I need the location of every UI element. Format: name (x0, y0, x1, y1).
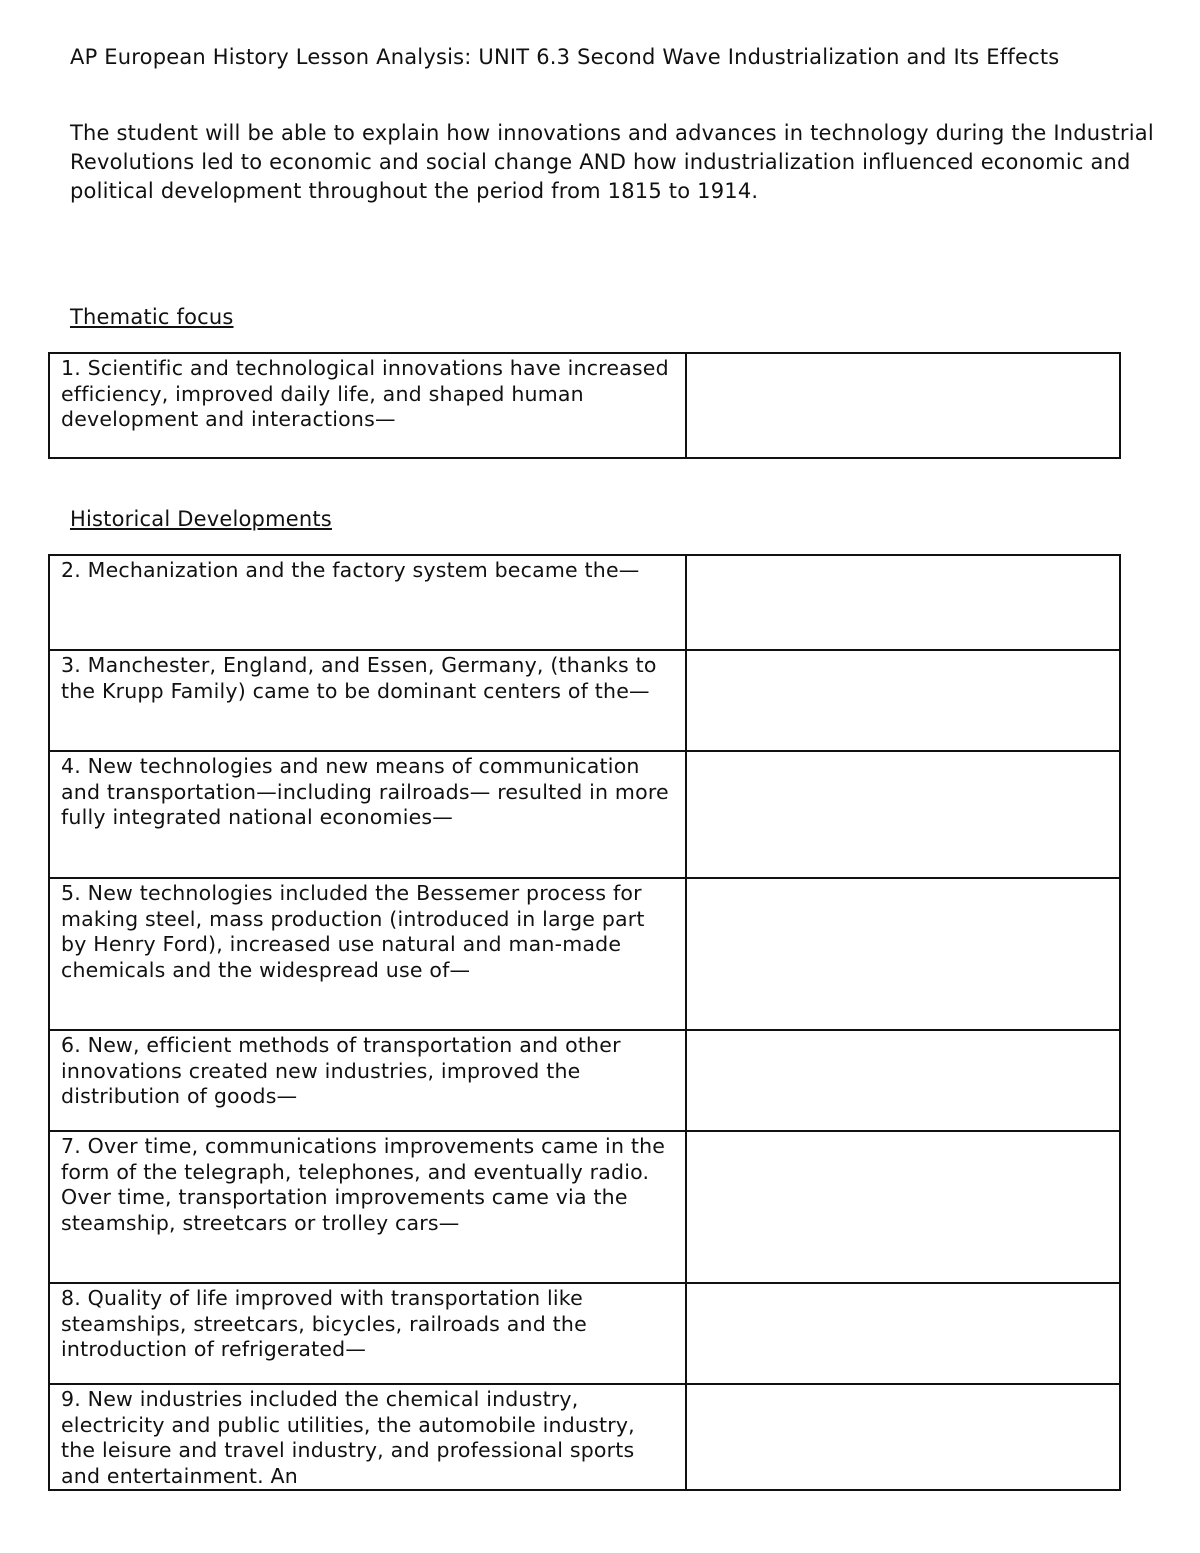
table-row (49, 1131, 1120, 1283)
answer-cell[interactable] (686, 1384, 1120, 1490)
page-title: AP European History Lesson Analysis: UNIT 6.3 Second Wave Industrialization and Its Effects (70, 45, 1060, 69)
prompt-cell: 4. New technologies and new means of communication and transportation—including railroads— resulted in more fully integrated national economies— (49, 751, 686, 878)
prompt-cell: 8. Quality of life improved with transportation like steamships, streetcars, bicycles, railroads and the introduction of refrigerated— (49, 1283, 686, 1384)
prompt-cell: 5. New technologies included the Bessemer process for making steel, mass production (introduced in large part by Henry Ford), increased use natural and man-made chemicals and the widespread use of— (49, 878, 686, 1030)
answer-cell[interactable] (686, 751, 1120, 878)
historical-developments-heading: Historical Developments (70, 507, 332, 531)
prompt-cell: 9. New industries included the chemical industry, electricity and public utilities, the automobile industry, the leisure and travel industry, and professional sports and entertainment. An (49, 1384, 686, 1490)
table-row (49, 1384, 1120, 1490)
answer-cell[interactable] (686, 1030, 1120, 1131)
thematic-focus-heading: Thematic focus (70, 305, 234, 329)
answer-cell[interactable] (686, 650, 1120, 751)
prompt-cell: 7. Over time, communications improvements came in the form of the telegraph, telephones, and eventually radio. Over time, transportation improvements came via the steamship, streetcars or trolley cars— (49, 1131, 686, 1283)
table-row (49, 878, 1120, 1030)
prompt-cell: 1. Scientific and technological innovations have increased efficiency, improved daily life, and shaped human development and interactions— (49, 353, 686, 458)
table-row (49, 1283, 1120, 1384)
prompt-cell: 3. Manchester, England, and Essen, Germany, (thanks to the Krupp Family) came to be dominant centers of the— (49, 650, 686, 751)
table-row (49, 555, 1120, 650)
table-row (49, 1030, 1120, 1131)
table-row (49, 751, 1120, 878)
table-row (49, 353, 1120, 458)
prompt-cell: 6. New, efficient methods of transportation and other innovations created new industries, improved the distribution of goods— (49, 1030, 686, 1131)
answer-cell[interactable] (686, 1131, 1120, 1283)
learning-objective: The student will be able to explain how innovations and advances in technology during the Industrial Revolutions led to economic and social change AND how industrialization influenced economic and political development throughout the period from 1815 to 1914. (70, 121, 1154, 203)
answer-cell[interactable] (686, 353, 1120, 458)
thematic-focus-table (48, 352, 1121, 459)
table-row (49, 650, 1120, 751)
answer-cell[interactable] (686, 555, 1120, 650)
prompt-cell: 2. Mechanization and the factory system became the— (49, 555, 686, 650)
historical-developments-table (48, 554, 1121, 1491)
answer-cell[interactable] (686, 1283, 1120, 1384)
answer-cell[interactable] (686, 878, 1120, 1030)
